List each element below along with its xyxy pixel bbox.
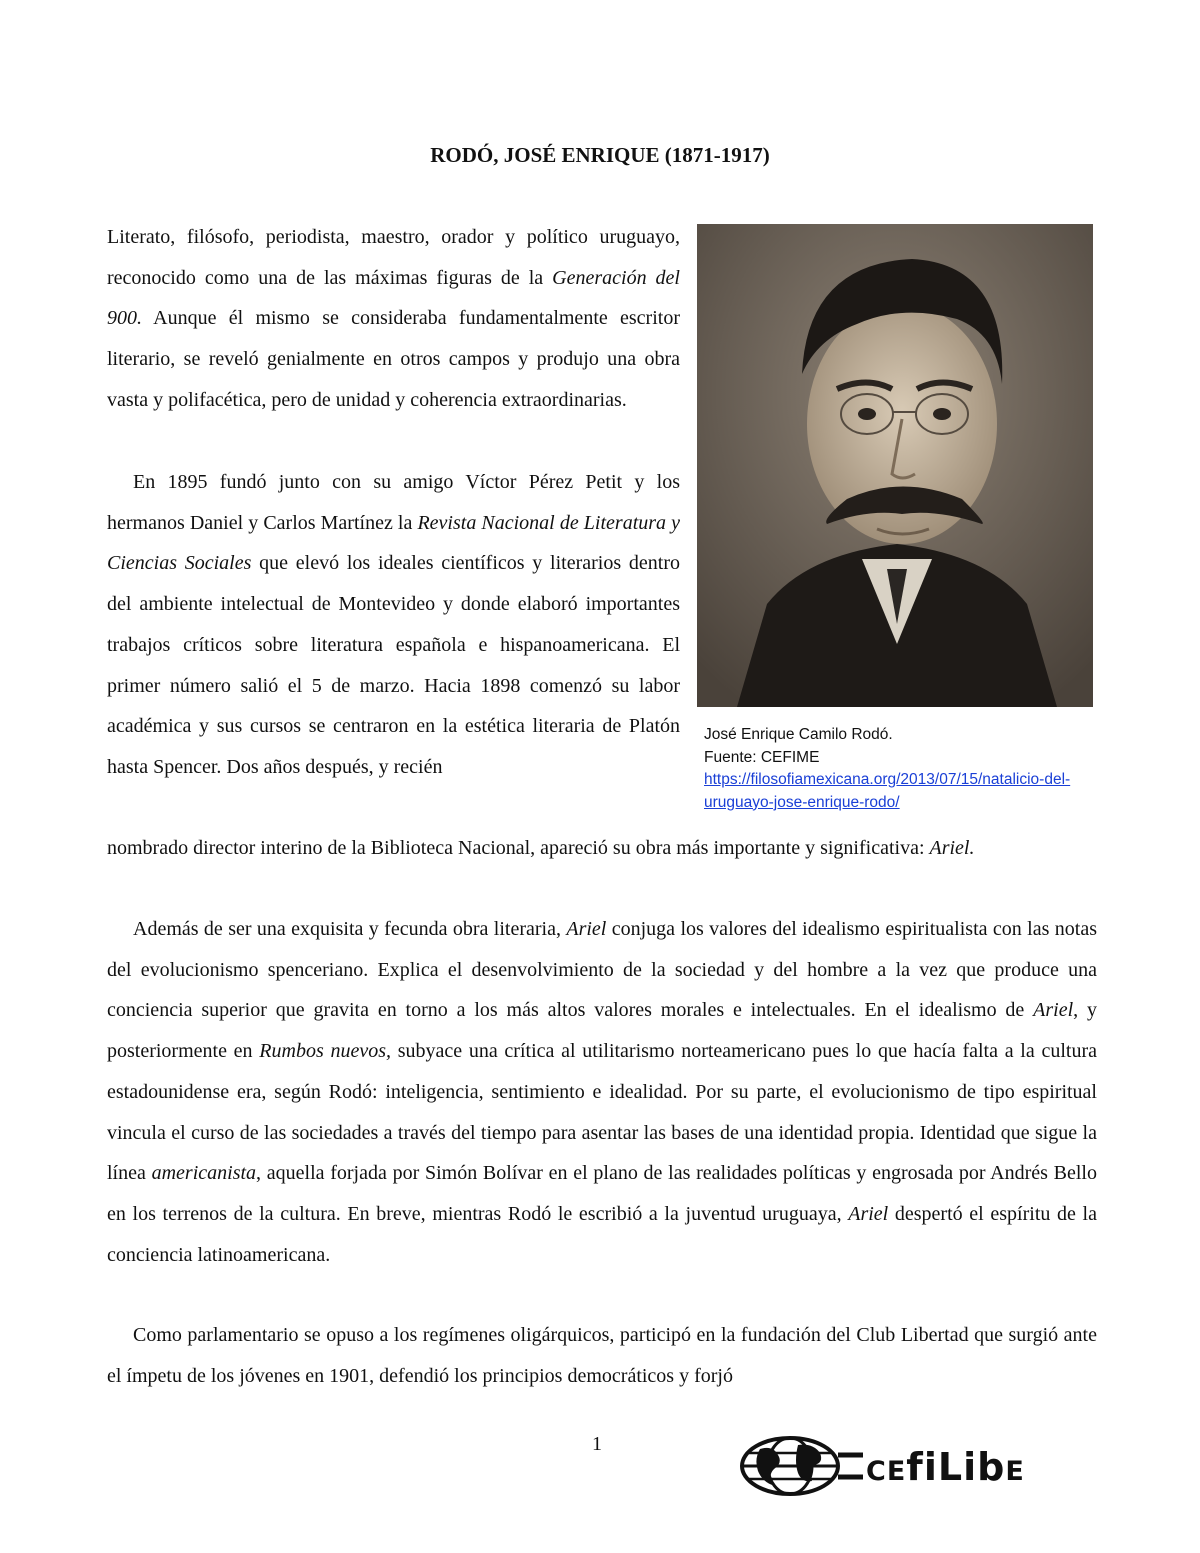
logo-letter: i: [923, 1445, 938, 1489]
photo-caption: [704, 724, 1076, 814]
portrait-image: [697, 224, 1093, 707]
page-number: 1: [592, 1433, 602, 1455]
page-title: RODÓ, JOSÉ ENRIQUE (1871-1917): [430, 143, 770, 167]
caption-name: José Enrique Camilo Rodó.: [704, 726, 893, 743]
paragraph-2-top: [107, 462, 680, 788]
italic-run: Rumbos nuevos,: [259, 1040, 391, 1063]
logo-letter: C: [866, 1456, 887, 1487]
caption-source: Fuente: CEFIME: [704, 748, 820, 766]
text-run: Además de ser una exquisita y fecunda obra literaria,: [133, 918, 567, 940]
text-run: Como parlamentario se opuso a los regímenes oligárquicos, participó en la fundación del Club Libertad que surgió ante el ímpetu de los jóvenes en 1901, defendió los principios democráticos y forjó: [107, 1324, 1097, 1387]
logo-letter: b: [977, 1445, 1006, 1489]
paragraph-2-continued: [107, 828, 1097, 869]
text-run: Literato, filósofo, periodista, maestro, orador y político uruguayo, reconocido como una de las máximas figuras de la: [107, 226, 680, 289]
text-run: , aquella forjada por Simón Bolívar en el plano de las realidades políticas y engrosada por Andrés Bello en los terrenos de la cultura. En breve, mientras Rodó le escribió a la juventud uruguaya,: [107, 1162, 1097, 1225]
italic-run: americanista: [151, 1162, 257, 1185]
text-run: despertó el espíritu de la conciencia latinoamericana.: [107, 1202, 1097, 1266]
logo-wordmark: [866, 1445, 1025, 1494]
logo-letter: L: [937, 1445, 964, 1489]
italic-run: Revista Nacional de Literatura y Ciencias Sociales: [107, 511, 681, 575]
text-run: , y posteriormente en: [107, 999, 1098, 1063]
logo-letter: E: [1005, 1456, 1025, 1487]
text-run: subyace una crítica al utilitarismo norteamericano pues lo que hacía falta a la cultura estadounidense era, según Rodó: inteligencia, sentimiento e idealidad. Por su parte, el evolucionismo de tipo espiritual vincula el curso de las sociedades a través del tiempo para asentar las bases de una identidad propia. Identidad que sigue la línea: [107, 1040, 1097, 1185]
text-run: que elevó los ideales científicos y literarios dentro del ambiente intelectual de Montevideo y donde elaboró importantes trabajos críticos sobre literatura española e hispanoamericana. El primer número salió el 5 de marzo. Hacia 1898 comenzó su labor académica y sus cursos se centraron en la estética literaria de Platón hasta Spencer. Dos años después, y recién: [107, 552, 680, 778]
text-run: Aunque él mismo se consideraba fundamentalmente escritor literario, se reveló genialmente en otros campos y produjo una obra vasta y polifacética, pero de unidad y coherencia extraordinarias.: [107, 307, 680, 411]
italic-run: Ariel.: [929, 837, 975, 859]
cefilibe-logo: [738, 1435, 1058, 1497]
italic-run: Generación del 900.: [107, 266, 680, 330]
logo-letter: E: [886, 1456, 907, 1487]
text-run: En 1895 fundó junto con su amigo Víctor Pérez Petit y los hermanos Daniel y Carlos Martínez la: [107, 471, 680, 534]
paragraph-4: [107, 1315, 1097, 1396]
globe-icon: [738, 1435, 863, 1497]
portrait-photo: [697, 224, 1093, 707]
caption-link[interactable]: https://filosofiamexicana.org/2013/07/15/natalicio-del-uruguayo-jose-enrique-rodo/: [704, 771, 1071, 811]
logo-letter: f: [906, 1445, 924, 1489]
italic-run: Ariel: [1033, 999, 1074, 1022]
text-run: nombrado director interino de la Biblioteca Nacional, apareció su obra más importante y significativa:: [107, 837, 930, 859]
italic-run: Ariel: [566, 918, 607, 940]
text-run: conjuga los valores del idealismo espiritualista con las notas del evolucionismo spenceriano. Explica el desenvolvimiento de la sociedad y del hombre a la vez que produce una conciencia superior que gravita en torno a los más altos valores morales e intelectuales. En el idealismo de: [107, 918, 1098, 1022]
logo-letter: i: [963, 1445, 978, 1489]
paragraph-3: [107, 909, 1097, 1275]
paragraph-1: [107, 217, 680, 421]
italic-run: Ariel: [848, 1202, 889, 1225]
